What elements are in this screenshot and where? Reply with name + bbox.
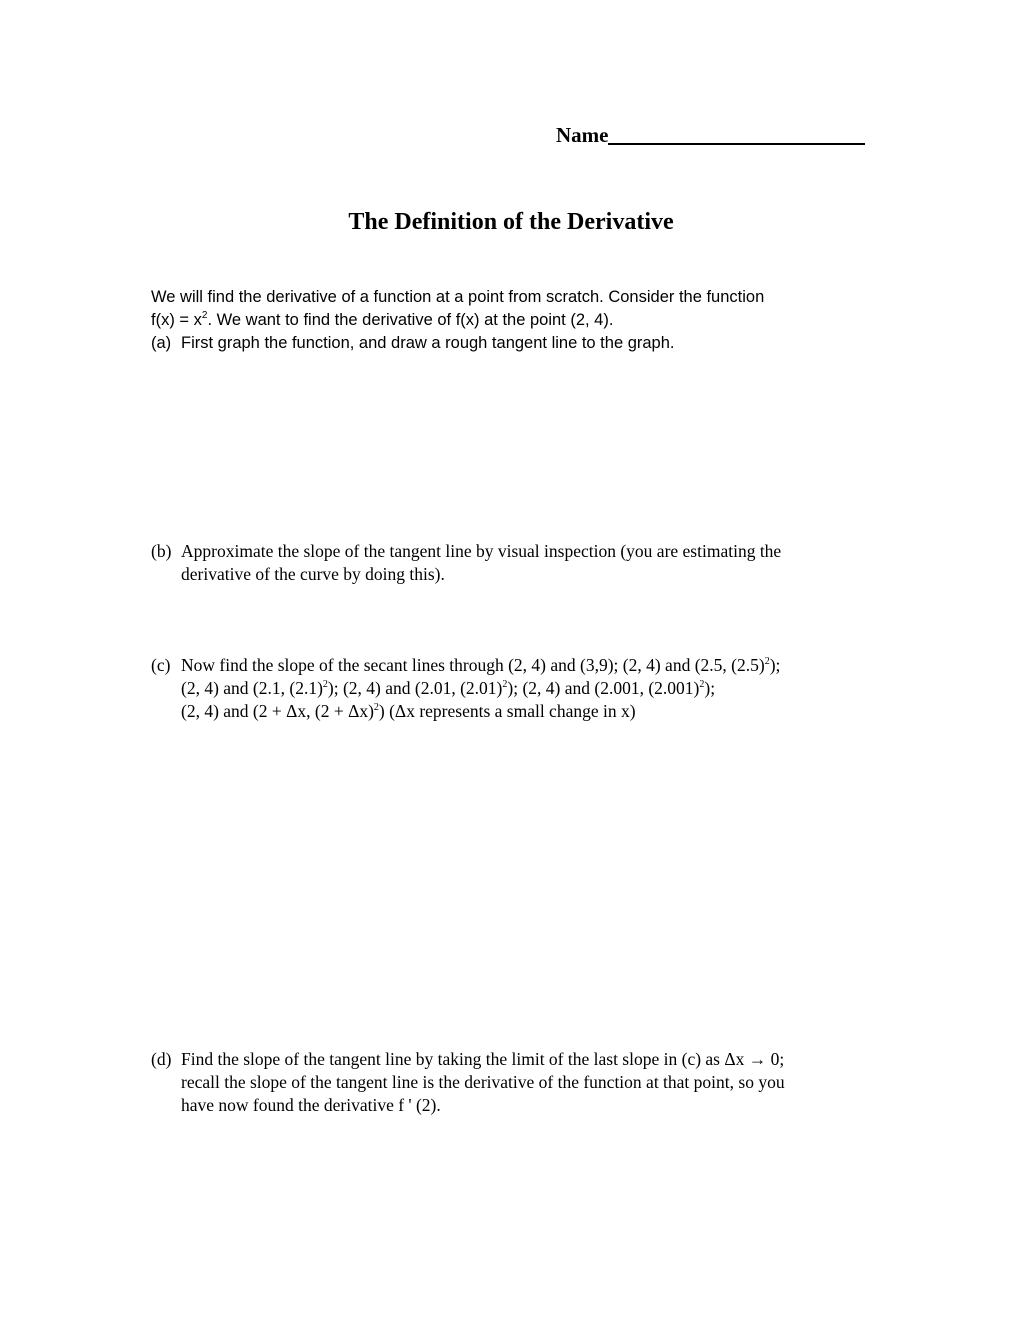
part-d [151, 1048, 785, 1117]
part-b-label: (b) [151, 541, 172, 561]
page-title: The Definition of the Derivative [348, 209, 674, 235]
part-c-line-3: (2, 4) and (2 + Δx, $(2 + \Delta x)^2$) (Δx represents a small change in x) [181, 701, 636, 721]
part-c-line-1: Now find the slope of the secant lines through (2, 4) and (3,9); (2, 4) and (2.5, $(2.5)^2$); [181, 655, 781, 675]
part-d-line-3: have now found the derivative f ' (2). [181, 1095, 441, 1115]
part-a-label: (a) [151, 334, 172, 352]
name-label: Name [556, 123, 609, 147]
part-b-line-1: Approximate the slope of the tangent line by visual inspection (you are estimating the [181, 541, 782, 561]
part-d-label: (d) [151, 1049, 172, 1069]
part-a [151, 332, 675, 355]
name-field[interactable] [556, 121, 865, 148]
part-c-line-2: (2, 4) and (2.1, $(2.1)^2$); (2, 4) and (2.01, $(2.01)^2$); (2, 4) and (2.001, $(2.001)^2$); [181, 678, 716, 698]
part-b-line-2: derivative of the curve by doing this). [181, 564, 445, 584]
part-a-text: First graph the function, and draw a rough tangent line to the graph. [181, 334, 675, 352]
part-c [151, 654, 780, 723]
part-b [151, 540, 781, 586]
part-d-line-2: recall the slope of the tangent line is the derivative of the function at that point, so you [181, 1072, 785, 1092]
intro-line-2: $f(x) = x^2$. We want to find the derivative of f(x) at the point (2, 4). [151, 310, 614, 329]
intro-line-1: We will find the derivative of a function at a point from scratch. Consider the function [151, 288, 765, 306]
part-d-line-1: Find the slope of the tangent line by taking the limit of the last slope in (c) as Δx → 0; [181, 1049, 785, 1069]
name-blank-line[interactable] [608, 121, 865, 145]
part-c-label: (c) [151, 655, 171, 675]
